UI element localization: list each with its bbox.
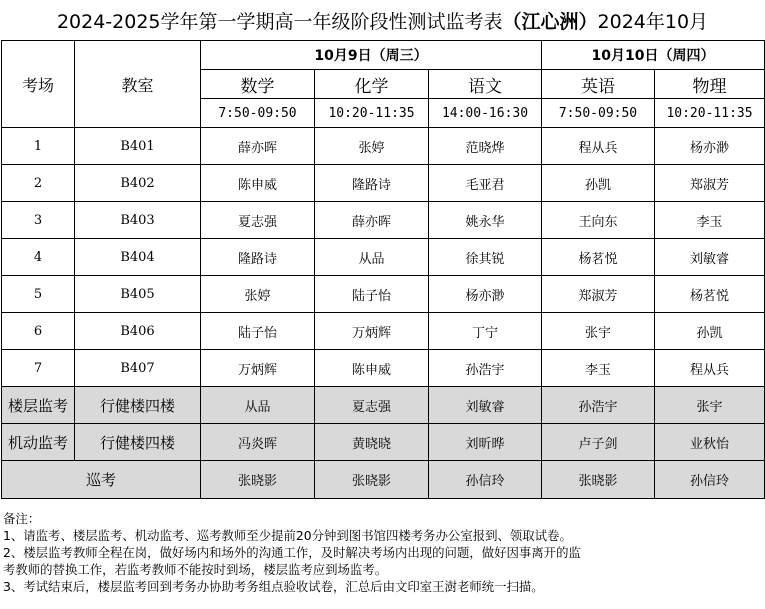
proctor-cell: 孙浩宇 <box>542 387 655 424</box>
table-row <box>2 350 765 387</box>
header-day1: 10月9日（周三） <box>201 41 542 70</box>
time-header: 7:50-09:50 <box>542 99 655 128</box>
proctor-cell: 薛亦晖 <box>201 128 315 165</box>
time-header: 10:20-11:35 <box>655 99 765 128</box>
time-header: 7:50-09:50 <box>201 99 315 128</box>
mobile-proctor-row <box>2 424 765 461</box>
proctor-cell: 张婷 <box>315 128 429 165</box>
classroom-cell: B407 <box>75 350 201 387</box>
proctor-cell: 王向东 <box>542 202 655 239</box>
notes-section <box>3 510 763 595</box>
classroom-cell: B404 <box>75 239 201 276</box>
proctor-cell: 万炳辉 <box>315 313 429 350</box>
proctor-cell: 刘敏睿 <box>429 387 542 424</box>
proctor-cell: 张婷 <box>201 276 315 313</box>
proctor-cell: 万炳辉 <box>201 350 315 387</box>
table-row <box>2 276 765 313</box>
room-cell: 1 <box>2 128 75 165</box>
proctor-cell: 孙凯 <box>542 165 655 202</box>
proctor-cell: 张晓影 <box>542 461 655 499</box>
subject-header: 物理 <box>655 70 765 99</box>
floor-proctor-row <box>2 387 765 424</box>
subject-header: 语文 <box>429 70 542 99</box>
proctor-cell: 丁宁 <box>429 313 542 350</box>
header-exam-room: 考场 <box>2 41 75 128</box>
table-row <box>2 313 765 350</box>
proctor-cell: 冯炎晖 <box>201 424 315 461</box>
proctor-cell: 刘敏睿 <box>655 239 765 276</box>
proctor-cell: 隆路诗 <box>201 239 315 276</box>
proctor-table <box>1 40 765 499</box>
proctor-cell: 孙信玲 <box>655 461 765 499</box>
proctor-cell: 姚永华 <box>429 202 542 239</box>
proctor-cell: 李玉 <box>655 202 765 239</box>
title-campus: （江心洲） <box>502 10 598 33</box>
note-line: 3、考试结束后，楼层监考回到考务办协助考务组点验收试卷，汇总后由文印室王澍老师统一扫描。 <box>3 579 544 594</box>
room-cell: 5 <box>2 276 75 313</box>
notes-heading: 备注： <box>3 511 41 526</box>
proctor-cell: 孙浩宇 <box>429 350 542 387</box>
proctor-cell: 杨亦渺 <box>655 128 765 165</box>
header-classroom: 教室 <box>75 41 201 128</box>
classroom-cell: B406 <box>75 313 201 350</box>
proctor-cell: 孙凯 <box>655 313 765 350</box>
classroom-cell: B401 <box>75 128 201 165</box>
proctor-cell: 隆路诗 <box>315 165 429 202</box>
proctor-cell: 张晓影 <box>315 461 429 499</box>
proctor-cell: 范晓烨 <box>429 128 542 165</box>
title-main: 2024-2025学年第一学期高一年级阶段性测试监考表 <box>56 10 503 33</box>
note-line: 考教师的替换工作，若监考教师不能按时到场，楼层监考应到场监考。 <box>3 562 388 577</box>
proctor-cell: 陆子怡 <box>315 276 429 313</box>
proctor-cell: 陈申威 <box>201 165 315 202</box>
proctor-cell: 黄晓晓 <box>315 424 429 461</box>
classroom-cell: B403 <box>75 202 201 239</box>
patrol-label: 巡考 <box>2 461 201 499</box>
proctor-cell: 夏志强 <box>201 202 315 239</box>
floor-proctor-label: 楼层监考 <box>2 387 75 424</box>
proctor-cell: 张晓影 <box>201 461 315 499</box>
proctor-cell: 徐其锐 <box>429 239 542 276</box>
proctor-cell: 刘昕晔 <box>429 424 542 461</box>
proctor-cell: 孙信玲 <box>429 461 542 499</box>
proctor-cell: 郑淑芳 <box>542 276 655 313</box>
proctor-cell: 卢子剑 <box>542 424 655 461</box>
proctor-cell: 薛亦晖 <box>315 202 429 239</box>
proctor-cell: 杨茗悦 <box>655 276 765 313</box>
proctor-cell: 从品 <box>315 239 429 276</box>
subject-header: 化学 <box>315 70 429 99</box>
proctor-cell: 从品 <box>201 387 315 424</box>
room-cell: 7 <box>2 350 75 387</box>
subject-header: 数学 <box>201 70 315 99</box>
time-header: 10:20-11:35 <box>315 99 429 128</box>
room-cell: 6 <box>2 313 75 350</box>
room-cell: 4 <box>2 239 75 276</box>
proctor-cell: 杨茗悦 <box>542 239 655 276</box>
mobile-location: 行健楼四楼 <box>75 424 201 461</box>
floor-location: 行健楼四楼 <box>75 387 201 424</box>
proctor-cell: 程从兵 <box>655 350 765 387</box>
time-header: 14:00-16:30 <box>429 99 542 128</box>
table-row <box>2 239 765 276</box>
proctor-cell: 夏志强 <box>315 387 429 424</box>
classroom-cell: B405 <box>75 276 201 313</box>
title-date: 2024年10月 <box>597 10 709 33</box>
proctor-cell: 陈申威 <box>315 350 429 387</box>
table-row <box>2 202 765 239</box>
note-line: 1、请监考、楼层监考、机动监考、巡考教师至少提前20分钟到图书馆四楼考务办公室报到、领取试卷。 <box>3 528 572 543</box>
subject-header: 英语 <box>542 70 655 99</box>
note-line: 2、楼层监考教师全程在岗，做好场内和场外的沟通工作，及时解决考场内出现的问题，做好因事离开的监 <box>3 545 581 560</box>
table-row <box>2 165 765 202</box>
table-row <box>2 128 765 165</box>
proctor-cell: 张宇 <box>542 313 655 350</box>
mobile-proctor-label: 机动监考 <box>2 424 75 461</box>
proctor-cell: 陆子怡 <box>201 313 315 350</box>
proctor-cell: 杨亦渺 <box>429 276 542 313</box>
header-day2: 10月10日（周四） <box>542 41 765 70</box>
proctor-cell: 李玉 <box>542 350 655 387</box>
page-title <box>0 0 765 40</box>
proctor-cell: 业秋怡 <box>655 424 765 461</box>
patrol-row <box>2 461 765 499</box>
classroom-cell: B402 <box>75 165 201 202</box>
proctor-cell: 程从兵 <box>542 128 655 165</box>
room-cell: 2 <box>2 165 75 202</box>
room-cell: 3 <box>2 202 75 239</box>
proctor-cell: 张宇 <box>655 387 765 424</box>
proctor-cell: 郑淑芳 <box>655 165 765 202</box>
proctor-cell: 毛亚君 <box>429 165 542 202</box>
